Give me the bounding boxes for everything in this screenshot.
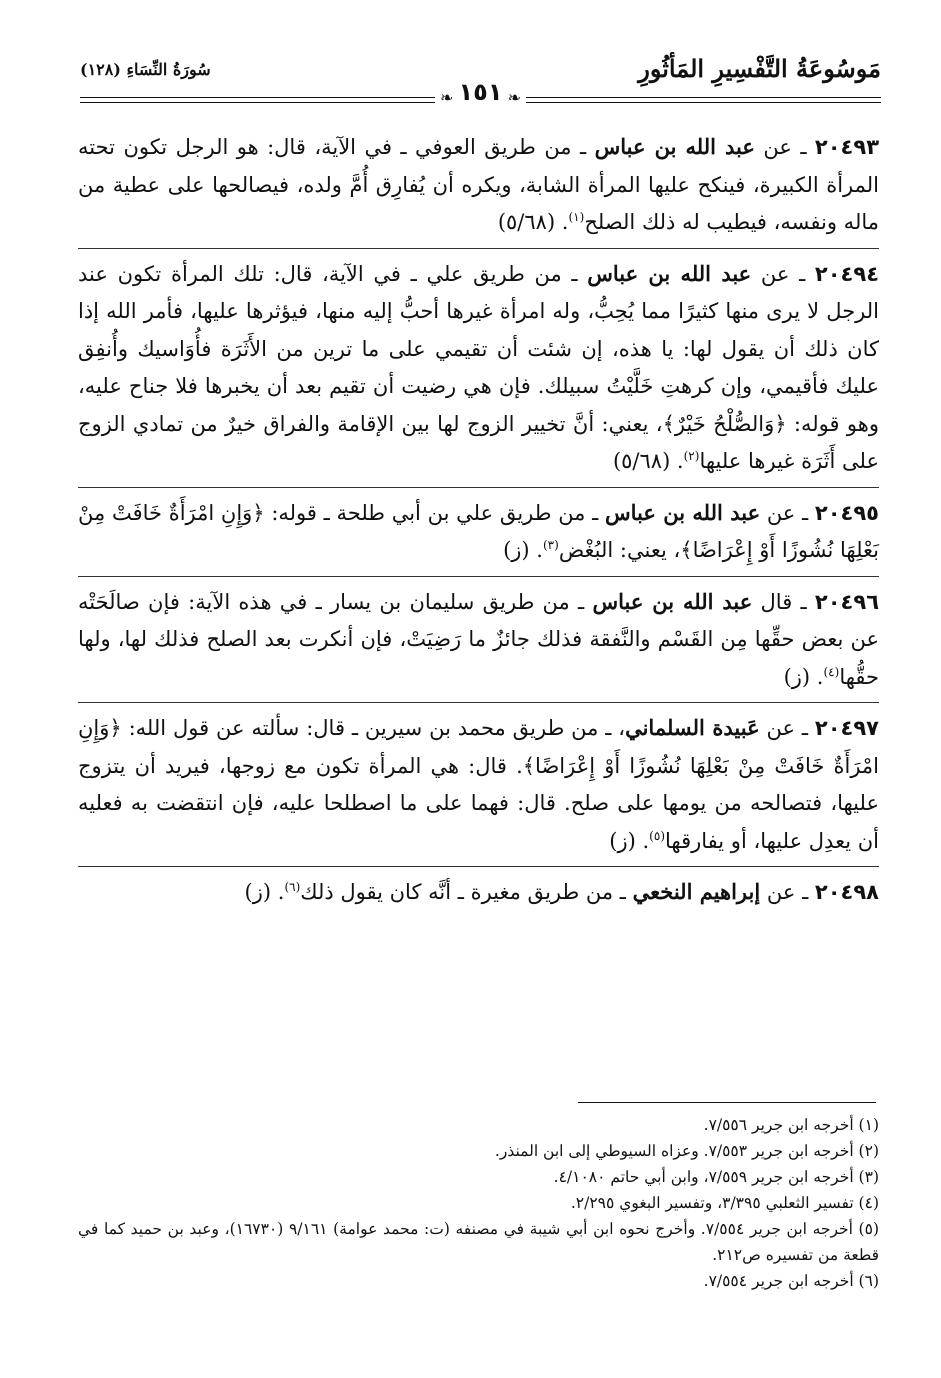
entry-divider: [78, 702, 879, 703]
entry-number: ٢٠٤٩٤: [814, 261, 880, 286]
narrator: عَبيدة السلماني: [625, 715, 760, 740]
entry-tail: . (ز): [244, 880, 285, 904]
narrator: عبد الله بن عباس: [594, 134, 755, 159]
entry-tail: . (٥/٦٨): [497, 210, 569, 234]
narrator: إبراهيم النخعي: [632, 879, 761, 904]
header-rule-right: [526, 97, 881, 103]
entry-text: ـ من طريق العوفي ـ في الآية، قال: هو الرجل تكون تحته المرأة الكبيرة، فينكح عليها المرأة الشابة، ويكره أن يُفارِق أُمَّ ولده، فيصالحها على عطية من ماله ونفسه، فيطيب له ذلك الصلح: [78, 135, 879, 234]
entry-number: ٢٠٤٩٨: [814, 880, 879, 904]
entry-intro: ـ عن: [760, 880, 815, 904]
ornament-right-icon: ❧: [507, 88, 521, 107]
footnote-ref[interactable]: (٦): [284, 880, 301, 894]
entry-text: ، ـ من طريق محمد بن سيرين ـ قال: سألته عن قول الله: ﴿وَإِنِ امْرَأَةٌ خَافَتْ مِنْ بَعْلِهَا نُشُوزًا أَوْ إِعْرَاضًا﴾. قال: هي المرأة تكون مع زوجها، فيريد أن يتزوج عليها، فتصالحه من يومها على صلح. قال: فهما على ما اصطلحا عليه، فإن انتقضت به فعليه أن يعدِل عليها، أو يفارقها: [78, 716, 879, 853]
footnote-ref[interactable]: (٣): [542, 538, 559, 552]
entry-divider: [78, 866, 879, 867]
entry-number: ٢٠٤٩٣: [814, 135, 880, 159]
footnote-divider: [578, 1102, 876, 1103]
entry-intro: ـ عن: [759, 716, 815, 740]
main-text: [78, 128, 879, 912]
footnotes: [78, 1112, 879, 1294]
footnote-4: (٤) تفسير الثعلبي ٣/٣٩٥، وتفسير البغوي ٢/٢٩٥.: [570, 1194, 879, 1212]
entry-tail: . (ز): [609, 828, 650, 853]
entry-tail: . (٥/٦٨): [612, 449, 684, 473]
entry-20496: [78, 583, 879, 697]
verse-ref: (١٢٨): [80, 60, 121, 79]
entry-intro: ـ عن: [754, 135, 815, 159]
footnote-2: (٢) أخرجه ابن جرير ٧/٥٥٣. وعزاه السيوطي إلى ابن المنذر.: [494, 1142, 879, 1160]
surah-label: [80, 60, 211, 79]
entry-divider: [78, 576, 879, 577]
entry-20494: [78, 255, 879, 481]
footnote-ref[interactable]: (٤): [823, 664, 840, 679]
page-number: ١٥١: [458, 78, 503, 106]
entry-20498: [78, 873, 879, 912]
entry-text: ـ من طريق علي بن أبي طلحة ـ قوله: ﴿وَإِنِ امْرَأَةٌ خَافَتْ مِنْ بَعْلِهَا نُشُوزًا أَوْ إِعْرَاضًا﴾، يعني: البُغْض: [78, 500, 879, 562]
entry-intro: ـ عن: [751, 261, 815, 286]
entry-number: ٢٠٤٩٧: [814, 716, 879, 740]
entry-intro: ـ عن: [760, 500, 815, 525]
entry-intro: ـ قال: [752, 589, 815, 614]
surah-name: سُورَةُ النِّسَاءِ: [126, 60, 211, 79]
entry-text: ـ من طريق سليمان بن يسار ـ في هذه الآية: فإن صالَحَتْه عن بعض حقِّها مِن القَسْم والنَّفقة فذلك جائزٌ ما رَضِيَتْ، فإن أنكرت بعد الصلح فذلك لها، ولها حقُّها: [78, 589, 879, 689]
footnote-3: (٣) أخرجه ابن جرير ٧/٥٥٩، وابن أبي حاتم ٤/١٠٨٠.: [553, 1168, 879, 1186]
footnote-5: (٥) أخرجه ابن جرير ٧/٥٥٤. وأخرج نحوه ابن أبي شيبة في مصنفه (ت: محمد عوامة) ٩/١٦١ (١٦٧٣٠)، وعبد بن حميد كما في قطعة من تفسيره ص٢١٢.: [78, 1220, 879, 1264]
narrator: عبد الله بن عباس: [605, 499, 761, 525]
entry-20497: [78, 709, 879, 860]
entry-text: ـ من طريق مغيرة ـ أنَّه كان يقول ذلك: [300, 880, 633, 904]
footnote-ref[interactable]: (٢): [683, 449, 700, 463]
footnote-ref[interactable]: (١): [568, 210, 585, 224]
footnote-ref[interactable]: (٥): [649, 828, 665, 843]
narrator: عبد الله بن عباس: [592, 588, 753, 614]
entry-tail: . (ز): [503, 538, 543, 562]
footnote-1: (١) أخرجه ابن جرير ٧/٥٥٦.: [703, 1116, 879, 1134]
entry-text: ـ من طريق علي ـ في الآية، قال: تلك المرأة تكون عند الرجل لا يرى منها كثيرًا مما يُحِبُّ، وله امرأة غيرها أحبُّ إليه منها، فيؤثرها عليها، فأمر الله إذا كان ذلك أن يقول لها: يا هذه، إن شئت أن تقيمي على ما ترين من الأَثَرَة فأُوَاسيك وأُنفِق عليك فأقيمي، وإن كرهتِ خَلَّيْتُ سبيلك. فإن هي رضيت أن تقيم بعد أن يخبرها فلا جناح عليه، وهو قوله: ﴿وَالصُّلْحُ خَيْرٌ﴾، يعني: أنَّ تخيير الزوج لها بين الإقامة والفراق خيرٌ من تمادي الزوج على أَثَرَة غيرها عليها: [78, 261, 879, 473]
narrator: عبد الله بن عباس: [587, 260, 752, 286]
entry-divider: [78, 487, 879, 488]
entry-tail: . (ز): [783, 664, 824, 689]
entry-divider: [78, 248, 879, 249]
footnote-6: (٦) أخرجه ابن جرير ٧/٥٥٤.: [703, 1272, 879, 1290]
header-rule: [80, 78, 881, 108]
ornament-left-icon: ❧: [440, 88, 454, 107]
entry-number: ٢٠٤٩٦: [814, 589, 880, 614]
entry-20495: [78, 494, 879, 570]
entry-number: ٢٠٤٩٥: [814, 500, 879, 525]
book-title: مَوسُوعَةُ التَّفْسِيرِ المَأثُورِ: [638, 54, 881, 83]
entry-20493: [78, 128, 879, 242]
